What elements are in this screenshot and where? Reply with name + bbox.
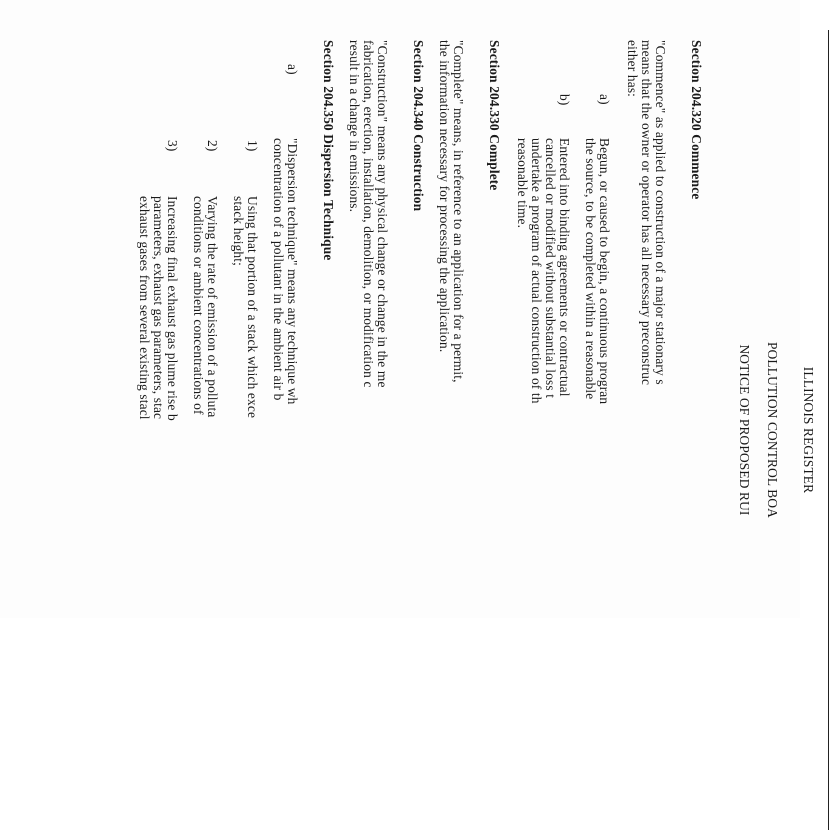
subitem-1-line: Using that portion of a stack which exce xyxy=(245,196,260,419)
section-340-heading: Section 204.340 Construction xyxy=(411,40,426,212)
rotated-document-body xyxy=(15,30,815,690)
section-330-body-line: "Complete" means, in reference to an application for a permit, xyxy=(451,40,466,383)
item-a-line: Begun, or caused to begin, a continuous progran xyxy=(597,138,612,405)
subitem-marker-2: 2) xyxy=(205,140,220,152)
item-a-line: the source, to be completed within a reasonable xyxy=(583,138,598,400)
section-320-intro-line: either has: xyxy=(625,40,640,98)
item-b-line: undertake a program of actual construction of th xyxy=(529,138,544,404)
section-320-heading: Section 204.320 Commence xyxy=(689,40,704,200)
item-b-line: Entered into binding agreements or contractual xyxy=(557,138,572,397)
header-line-3: NOTICE OF PROPOSED RUI xyxy=(737,344,752,516)
item-350a-line: "Dispersion technique" means any technique wh xyxy=(285,138,300,405)
section-350-heading: Section 204.350 Dispersion Technique xyxy=(321,40,336,261)
subitem-2-line: Varying the rate of emission of a polluta xyxy=(205,196,220,418)
subitem-3-line: exhaust gases from several existing stacl xyxy=(137,196,152,420)
section-340-body-line: fabrication, erection, installation, demolition, or modification c xyxy=(361,40,376,388)
section-320-intro-line: means that the owner or operator has all necessary preconstruc xyxy=(639,40,654,386)
item-350a-line: concentration of a pollutant in the ambient air b xyxy=(271,138,286,401)
section-330-body-line: the information necessary for processing the application. xyxy=(437,40,452,353)
header-line-2: POLLUTION CONTROL BOA xyxy=(765,342,780,518)
item-marker-b: b) xyxy=(557,94,572,106)
item-b-line: reasonable time. xyxy=(515,138,530,229)
section-320-intro-line: "Commence" as applied to construction of a major stationary s xyxy=(653,40,668,385)
section-340-body-line: result in a change in emissions. xyxy=(347,40,362,213)
item-marker-a: a) xyxy=(597,94,612,105)
subitem-1-line: stack height; xyxy=(231,196,246,267)
subitem-3-line: parameters, exhaust gas parameters, stac xyxy=(151,196,166,420)
header-line-1: ILLINOIS REGISTER xyxy=(801,366,816,494)
item-marker-350a: a) xyxy=(285,64,300,75)
subitem-marker-1: 1) xyxy=(245,140,260,152)
subitem-2-line: conditions or ambient concentrations of xyxy=(191,196,206,415)
subitem-marker-3: 3) xyxy=(165,140,180,152)
subitem-3-line: Increasing final exhaust gas plume rise b xyxy=(165,196,180,421)
item-b-line: cancelled or modified without substantial loss t xyxy=(543,138,558,399)
section-330-heading: Section 204.330 Complete xyxy=(487,40,502,191)
section-340-body-line: "Construction" means any physical change or change in the me xyxy=(375,40,390,388)
